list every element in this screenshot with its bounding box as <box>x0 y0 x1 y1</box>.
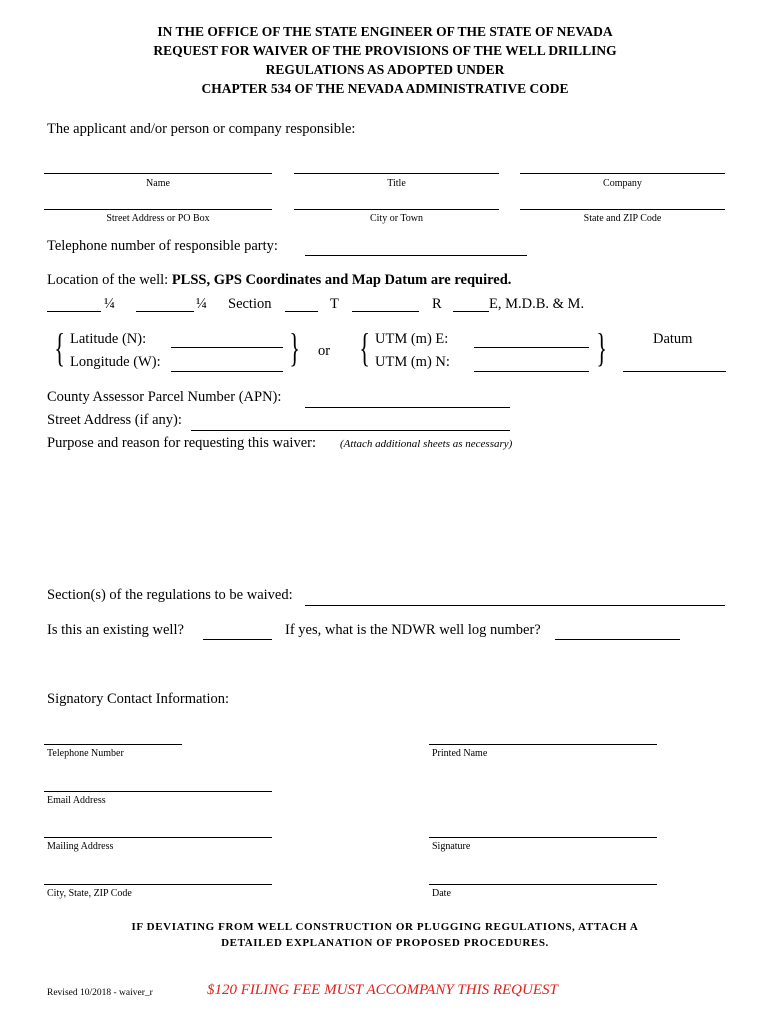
section-field[interactable] <box>285 298 318 312</box>
well-log-label: If yes, what is the NDWR well log number? <box>285 622 541 638</box>
street-address-field[interactable] <box>44 196 272 210</box>
latitude-field[interactable] <box>171 334 283 348</box>
title-line-2: REQUEST FOR WAIVER OF THE PROVISIONS OF THE WELL DRILLING <box>153 43 617 58</box>
location-label: Location of the well: <box>47 272 169 288</box>
left-brace-icon: { <box>54 325 65 370</box>
city-state-zip-caption: City, State, ZIP Code <box>47 888 132 899</box>
meridian-label: E, M.D.B. & M. <box>489 296 585 312</box>
mailing-address-caption: Mailing Address <box>47 841 114 852</box>
signatory-phone-caption: Telephone Number <box>47 748 124 759</box>
street-address-caption: Street Address or PO Box <box>106 213 210 224</box>
quarter-symbol-1: ¼ <box>104 296 115 312</box>
city-state-zip-field[interactable] <box>44 871 272 885</box>
longitude-field[interactable] <box>171 358 283 372</box>
deviation-notice-line-2: DETAILED EXPLANATION OF PROPOSED PROCEDURES. <box>221 937 549 949</box>
utm-e-field[interactable] <box>474 334 589 348</box>
revision-note: Revised 10/2018 - waiver_r <box>47 988 153 998</box>
name-caption: Name <box>146 178 170 189</box>
phone-field[interactable] <box>305 242 527 256</box>
signature-field[interactable] <box>429 824 657 838</box>
city-caption: City or Town <box>369 213 423 224</box>
quarter-symbol-2: ¼ <box>196 296 207 312</box>
range-field[interactable] <box>453 298 489 312</box>
quarter-quarter-field[interactable] <box>47 298 101 312</box>
printed-name-caption: Printed Name <box>432 748 488 759</box>
purpose-label: Purpose and reason for requesting this waiver: <box>47 435 316 451</box>
company-caption: Company <box>603 178 642 189</box>
regulations-label: Section(s) of the regulations to be waived: <box>47 587 293 603</box>
applicant-intro: The applicant and/or person or company responsible: <box>47 121 356 137</box>
existing-well-label: Is this an existing well? <box>47 622 184 638</box>
street-label: Street Address (if any): <box>47 412 182 428</box>
signature-caption: Signature <box>432 841 471 852</box>
datum-field[interactable] <box>623 358 726 372</box>
township-label: T <box>330 296 339 312</box>
title-line-3: REGULATIONS AS ADOPTED UNDER <box>265 62 505 77</box>
date-field[interactable] <box>429 871 657 885</box>
regulations-field[interactable] <box>305 592 725 606</box>
or-label: or <box>318 343 331 359</box>
longitude-label: Longitude (W): <box>70 354 161 370</box>
signatory-heading: Signatory Contact Information: <box>47 691 230 707</box>
apn-field[interactable] <box>305 394 510 408</box>
quarter-field[interactable] <box>136 298 194 312</box>
state-zip-field[interactable] <box>520 196 725 210</box>
range-label: R <box>432 296 442 312</box>
company-field[interactable] <box>520 160 725 174</box>
state-zip-caption: State and ZIP Code <box>583 213 662 224</box>
purpose-area[interactable] <box>47 458 725 576</box>
datum-label: Datum <box>653 331 693 347</box>
utm-left-brace-icon: { <box>359 325 370 370</box>
utm-n-field[interactable] <box>474 358 589 372</box>
utm-n-label: UTM (m) N: <box>375 354 450 370</box>
utm-e-label: UTM (m) E: <box>375 331 449 347</box>
deviation-notice-line-1: IF DEVIATING FROM WELL CONSTRUCTION OR PLUGGING REGULATIONS, ATTACH A <box>131 921 639 933</box>
purpose-note: (Attach additional sheets as necessary) <box>340 438 513 450</box>
deviation-notice <box>0 919 770 951</box>
email-caption: Email Address <box>47 795 106 806</box>
location-intro <box>47 272 511 289</box>
city-field[interactable] <box>294 196 499 210</box>
title-caption: Title <box>387 178 406 189</box>
township-field[interactable] <box>352 298 419 312</box>
mailing-address-field[interactable] <box>44 824 272 838</box>
existing-well-field[interactable] <box>203 626 272 640</box>
location-required-note: PLSS, GPS Coordinates and Map Datum are required. <box>171 272 512 288</box>
utm-right-brace-icon: } <box>596 325 607 370</box>
section-label: Section <box>228 296 272 312</box>
date-caption: Date <box>432 888 451 899</box>
filing-fee-notice: $120 FILING FEE MUST ACCOMPANY THIS REQUEST <box>207 982 558 998</box>
phone-label: Telephone number of responsible party: <box>47 238 278 254</box>
apn-label: County Assessor Parcel Number (APN): <box>47 389 282 405</box>
signatory-phone-field[interactable] <box>44 731 182 745</box>
title-line-4: CHAPTER 534 OF THE NEVADA ADMINISTRATIVE CODE <box>201 81 569 96</box>
well-log-field[interactable] <box>555 626 680 640</box>
name-field[interactable] <box>44 160 272 174</box>
printed-name-field[interactable] <box>429 731 657 745</box>
right-brace-icon: } <box>289 325 300 370</box>
title-field[interactable] <box>294 160 499 174</box>
well-street-field[interactable] <box>191 417 510 431</box>
latitude-label: Latitude (N): <box>70 331 147 347</box>
title-line-1: IN THE OFFICE OF THE STATE ENGINEER OF THE STATE OF NEVADA <box>157 24 613 39</box>
email-field[interactable] <box>44 778 272 792</box>
